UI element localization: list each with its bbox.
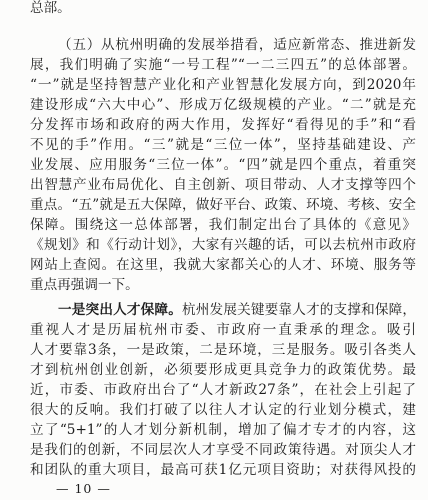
body-text-line: 不见的手”作用。“三”就是“三位一体”，坚持基础建设、产 <box>30 137 416 153</box>
body-text-line: 重视人才是历届杭州市委、市政府一直秉承的理念。吸引 <box>30 322 416 338</box>
body-text-line: 重点。“五”就是五大保障，做好平台、政策、环境、考核、安全 <box>30 197 416 213</box>
paragraph-section-five <box>30 35 416 295</box>
body-text-line: 是我们的创新，不同层次人才享受不同政策待遇。对顶尖人才 <box>30 442 416 458</box>
paragraph-talent-support <box>30 300 416 480</box>
body-text-line: 《规划》和《行动计划》，大家有兴趣的话，可以去杭州市政府 <box>30 237 416 253</box>
bold-lead-heading: 一是突出人才保障。 <box>58 302 182 318</box>
page-number: — 10 — <box>56 481 111 496</box>
body-text-line: 很大的反响。我们打破了以往人才认定的行业划分模式，建 <box>30 402 416 418</box>
body-text-line: 近，市委、市政府出台了“人才新政27条”，在社会上引起了 <box>30 382 416 398</box>
body-text-span: 杭州发展关键要靠人才的支撑和保障， <box>182 302 416 318</box>
body-text-line: 立了“5+1”的人才划分新机制，增加了偏才专才的内容，这 <box>30 422 416 438</box>
body-text-line: 出智慧产业布局优化、自主创新、项目带动、人才支撑等四个 <box>30 177 416 193</box>
body-text-line: 业发展、应用服务“三位一体”。“四”就是四个重点，着重突 <box>30 157 416 173</box>
body-text-line: 分发挥市场和政府的两大作用，发挥好“看得见的手”和“看 <box>30 117 416 133</box>
body-text-line: 和团队的重大项目，最高可获1亿元项目资助；对获得风投的 <box>30 462 416 478</box>
body-text-line: 总部。 <box>30 0 71 16</box>
body-text-line: （五）从杭州明确的发展举措看，适应新常态、推进新发 <box>58 37 416 53</box>
body-text-line: 建设形成“六大中心”、形成万亿级规模的产业。“二”就是充 <box>30 97 416 113</box>
body-text-line: 重点再强调一下。 <box>30 277 139 293</box>
body-text-line: 保障。围绕这一总体部署，我们制定出台了具体的《意见》 <box>30 217 416 233</box>
body-text-line: 才到杭州创业创新，必须要形成更具竞争力的政策优势。最 <box>30 362 416 378</box>
body-text-line: 网站上查阅。在这里，我就大家都关心的人才、环境、服务等 <box>30 257 416 273</box>
body-text-line: 展，我们明确了实施“一号工程”“一二三四五”的总体部署。 <box>30 57 416 73</box>
body-text-line <box>30 300 416 320</box>
body-text-line: “一”就是坚持智慧产业化和产业智慧化发展方向，到2020年 <box>30 77 416 93</box>
body-text-line: 人才要靠3条，一是政策，二是环境，三是服务。吸引各类人 <box>30 342 416 358</box>
carryover-text <box>30 0 416 16</box>
